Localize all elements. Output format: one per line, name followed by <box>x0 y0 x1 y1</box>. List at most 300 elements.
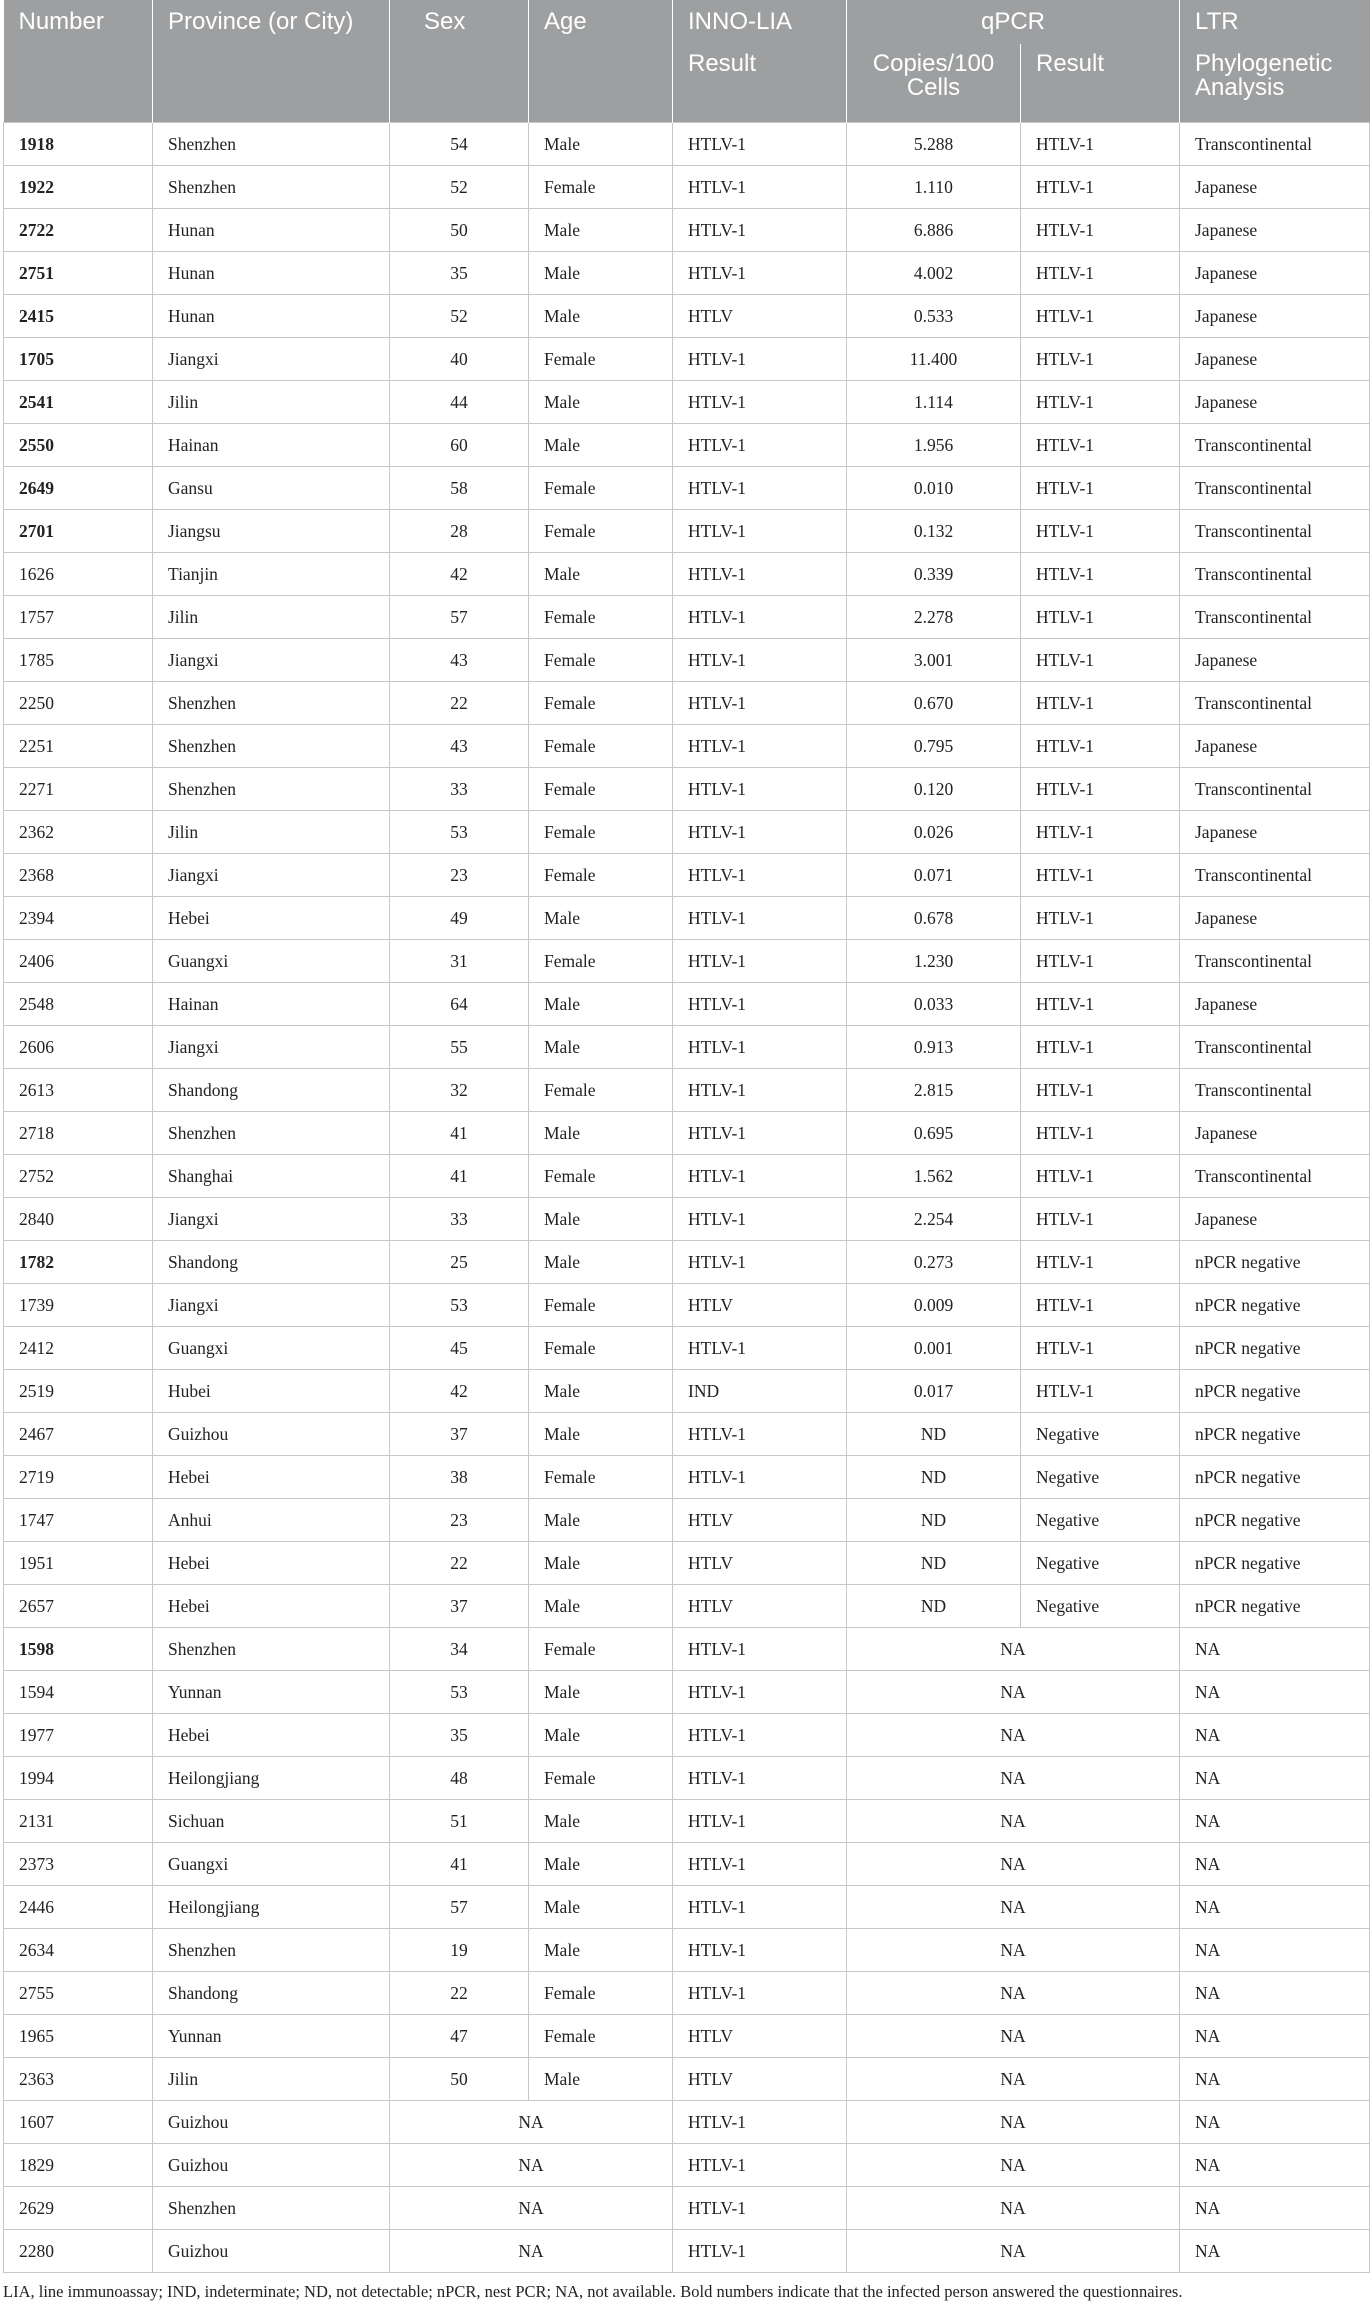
cell-qpcr-result: HTLV-1 <box>1021 682 1180 725</box>
cell-number: 2406 <box>4 940 153 983</box>
cell-inno-lia-result: HTLV-1 <box>673 123 847 166</box>
cell-province: Anhui <box>153 1499 390 1542</box>
table-row <box>4 1069 1370 1112</box>
cell-ltr: NA <box>1180 2101 1370 2144</box>
cell-sex: 54 <box>390 123 529 166</box>
cell-qpcr-result: HTLV-1 <box>1021 467 1180 510</box>
header-age: Age <box>529 0 673 123</box>
cell-sex: 55 <box>390 1026 529 1069</box>
cell-province: Shanghai <box>153 1155 390 1198</box>
cell-copies: 1.562 <box>847 1155 1021 1198</box>
cell-province: Gansu <box>153 467 390 510</box>
cell-number: 2722 <box>4 209 153 252</box>
cell-province: Guangxi <box>153 940 390 983</box>
cell-ltr: Transcontinental <box>1180 854 1370 897</box>
cell-copies: 1.230 <box>847 940 1021 983</box>
cell-number: 1757 <box>4 596 153 639</box>
cell-age: Male <box>529 1499 673 1542</box>
table-row <box>4 381 1370 424</box>
cell-province: Hunan <box>153 252 390 295</box>
cell-province: Hebei <box>153 1456 390 1499</box>
cell-ltr: Japanese <box>1180 338 1370 381</box>
cell-inno-lia-result: HTLV-1 <box>673 1714 847 1757</box>
cell-sex: 60 <box>390 424 529 467</box>
table-row <box>4 1585 1370 1628</box>
cell-number: 2701 <box>4 510 153 553</box>
cell-sex: 53 <box>390 1671 529 1714</box>
cell-copies: 0.132 <box>847 510 1021 553</box>
cell-ltr: Transcontinental <box>1180 467 1370 510</box>
cell-copies: 2.254 <box>847 1198 1021 1241</box>
cell-number: 2415 <box>4 295 153 338</box>
table-row <box>4 1800 1370 1843</box>
cell-copies: 0.026 <box>847 811 1021 854</box>
cell-copies: 0.678 <box>847 897 1021 940</box>
cell-province: Jilin <box>153 811 390 854</box>
cell-province: Jiangxi <box>153 1284 390 1327</box>
cell-qpcr-result: HTLV-1 <box>1021 252 1180 295</box>
cell-age: Female <box>529 1284 673 1327</box>
cell-inno-lia-result: HTLV-1 <box>673 1800 847 1843</box>
cell-qpcr-na: NA <box>847 2101 1180 2144</box>
cell-province: Guizhou <box>153 1413 390 1456</box>
cell-inno-lia-result: HTLV-1 <box>673 1671 847 1714</box>
cell-age: Male <box>529 1112 673 1155</box>
cell-qpcr-na: NA <box>847 2144 1180 2187</box>
cell-inno-lia-result: HTLV <box>673 2058 847 2101</box>
cell-province: Shenzhen <box>153 725 390 768</box>
cell-sex: 64 <box>390 983 529 1026</box>
cell-copies: 0.017 <box>847 1370 1021 1413</box>
cell-ltr: Japanese <box>1180 639 1370 682</box>
cell-qpcr-result: HTLV-1 <box>1021 553 1180 596</box>
cell-sex: 41 <box>390 1843 529 1886</box>
cell-inno-lia-result: HTLV-1 <box>673 2101 847 2144</box>
cell-province: Shenzhen <box>153 768 390 811</box>
cell-number: 1951 <box>4 1542 153 1585</box>
cell-inno-lia-result: HTLV-1 <box>673 1628 847 1671</box>
cell-inno-lia-result: HTLV-1 <box>673 1929 847 1972</box>
table-row <box>4 338 1370 381</box>
table-row <box>4 2015 1370 2058</box>
cell-province: Jiangxi <box>153 1198 390 1241</box>
cell-age: Female <box>529 768 673 811</box>
cell-sex: 49 <box>390 897 529 940</box>
cell-qpcr-na: NA <box>847 1671 1180 1714</box>
cell-ltr: Japanese <box>1180 252 1370 295</box>
cell-sex: 34 <box>390 1628 529 1671</box>
cell-qpcr-result: HTLV-1 <box>1021 725 1180 768</box>
table-row <box>4 1542 1370 1585</box>
cell-qpcr-result: HTLV-1 <box>1021 854 1180 897</box>
cell-ltr: nPCR negative <box>1180 1456 1370 1499</box>
table-row <box>4 295 1370 338</box>
header-copies: Copies/100 Cells <box>847 44 1021 123</box>
header-qpcr: qPCR <box>847 0 1180 44</box>
cell-inno-lia-result: HTLV <box>673 1284 847 1327</box>
cell-qpcr-result: HTLV-1 <box>1021 123 1180 166</box>
table-row <box>4 725 1370 768</box>
cell-qpcr-result: HTLV-1 <box>1021 209 1180 252</box>
cell-province: Guizhou <box>153 2230 390 2273</box>
cell-sex: 25 <box>390 1241 529 1284</box>
cell-province: Shenzhen <box>153 1112 390 1155</box>
cell-age: Female <box>529 1972 673 2015</box>
cell-age: Female <box>529 338 673 381</box>
cell-ltr: Japanese <box>1180 897 1370 940</box>
cell-age: Male <box>529 1198 673 1241</box>
cell-sex: 52 <box>390 295 529 338</box>
cell-qpcr-na: NA <box>847 1929 1180 1972</box>
table-row <box>4 1241 1370 1284</box>
cell-demographics-na: NA <box>390 2187 673 2230</box>
cell-sex: 33 <box>390 1198 529 1241</box>
table-row <box>4 1886 1370 1929</box>
cell-province: Shandong <box>153 1069 390 1112</box>
cell-qpcr-na: NA <box>847 1886 1180 1929</box>
cell-province: Yunnan <box>153 2015 390 2058</box>
cell-copies: ND <box>847 1585 1021 1628</box>
cell-ltr: Japanese <box>1180 209 1370 252</box>
cell-age: Male <box>529 1585 673 1628</box>
cell-inno-lia-result: HTLV-1 <box>673 1456 847 1499</box>
cell-province: Hebei <box>153 897 390 940</box>
cell-age: Male <box>529 1886 673 1929</box>
table-row <box>4 1456 1370 1499</box>
cell-ltr: nPCR negative <box>1180 1585 1370 1628</box>
table-row <box>4 467 1370 510</box>
cell-number: 2519 <box>4 1370 153 1413</box>
cell-province: Jiangsu <box>153 510 390 553</box>
cell-number: 1705 <box>4 338 153 381</box>
cell-age: Female <box>529 596 673 639</box>
cell-inno-lia-result: HTLV-1 <box>673 768 847 811</box>
cell-number: 2541 <box>4 381 153 424</box>
cell-ltr: NA <box>1180 1800 1370 1843</box>
cell-number: 1626 <box>4 553 153 596</box>
cell-sex: 35 <box>390 1714 529 1757</box>
cell-inno-lia-result: HTLV-1 <box>673 596 847 639</box>
cell-number: 2606 <box>4 1026 153 1069</box>
cell-number: 1918 <box>4 123 153 166</box>
cell-ltr: Japanese <box>1180 983 1370 1026</box>
table-row <box>4 1671 1370 1714</box>
cell-province: Guangxi <box>153 1843 390 1886</box>
cell-qpcr-result: HTLV-1 <box>1021 295 1180 338</box>
table-row <box>4 1198 1370 1241</box>
cell-sex: 22 <box>390 1542 529 1585</box>
cell-province: Hebei <box>153 1714 390 1757</box>
cell-qpcr-na: NA <box>847 2230 1180 2273</box>
table-row <box>4 424 1370 467</box>
cell-age: Male <box>529 209 673 252</box>
cell-qpcr-na: NA <box>847 1757 1180 1800</box>
cell-qpcr-result: HTLV-1 <box>1021 1241 1180 1284</box>
cell-inno-lia-result: HTLV-1 <box>673 166 847 209</box>
cell-ltr: Transcontinental <box>1180 1155 1370 1198</box>
cell-inno-lia-result: HTLV-1 <box>673 940 847 983</box>
cell-ltr: nPCR negative <box>1180 1542 1370 1585</box>
cell-inno-lia-result: HTLV-1 <box>673 897 847 940</box>
cell-inno-lia-result: IND <box>673 1370 847 1413</box>
cell-number: 2446 <box>4 1886 153 1929</box>
cell-sex: 37 <box>390 1413 529 1456</box>
cell-ltr: NA <box>1180 2230 1370 2273</box>
cell-ltr: NA <box>1180 2015 1370 2058</box>
cell-number: 1994 <box>4 1757 153 1800</box>
cell-number: 2368 <box>4 854 153 897</box>
cell-province: Hebei <box>153 1585 390 1628</box>
cell-sex: 50 <box>390 209 529 252</box>
table-row <box>4 166 1370 209</box>
cell-inno-lia-result: HTLV-1 <box>673 1327 847 1370</box>
cell-inno-lia-result: HTLV-1 <box>673 209 847 252</box>
cell-inno-lia-result: HTLV-1 <box>673 1757 847 1800</box>
cell-sex: 28 <box>390 510 529 553</box>
cell-sex: 57 <box>390 1886 529 1929</box>
cell-copies: ND <box>847 1456 1021 1499</box>
cell-qpcr-result: Negative <box>1021 1456 1180 1499</box>
cell-age: Male <box>529 1542 673 1585</box>
cell-qpcr-result: HTLV-1 <box>1021 897 1180 940</box>
cell-sex: 42 <box>390 553 529 596</box>
cell-ltr: nPCR negative <box>1180 1241 1370 1284</box>
cell-sex: 44 <box>390 381 529 424</box>
cell-number: 2251 <box>4 725 153 768</box>
cell-ltr: Transcontinental <box>1180 510 1370 553</box>
cell-ltr: Transcontinental <box>1180 940 1370 983</box>
cell-sex: 41 <box>390 1112 529 1155</box>
cell-ltr: NA <box>1180 2144 1370 2187</box>
cell-inno-lia-result: HTLV-1 <box>673 252 847 295</box>
cell-demographics-na: NA <box>390 2101 673 2144</box>
cell-inno-lia-result: HTLV-1 <box>673 1026 847 1069</box>
cell-province: Hunan <box>153 209 390 252</box>
cell-inno-lia-result: HTLV-1 <box>673 510 847 553</box>
cell-inno-lia-result: HTLV-1 <box>673 639 847 682</box>
cell-age: Female <box>529 725 673 768</box>
cell-age: Male <box>529 1929 673 1972</box>
cell-inno-lia-result: HTLV-1 <box>673 1112 847 1155</box>
cell-number: 2250 <box>4 682 153 725</box>
cell-copies: 11.400 <box>847 338 1021 381</box>
cell-inno-lia-result: HTLV <box>673 295 847 338</box>
cell-qpcr-result: HTLV-1 <box>1021 1069 1180 1112</box>
table-row <box>4 1155 1370 1198</box>
header-phylogenetic: Phylogenetic Analysis <box>1180 44 1370 123</box>
cell-number: 2634 <box>4 1929 153 1972</box>
header-inno-result: Result <box>673 44 847 123</box>
cell-age: Female <box>529 811 673 854</box>
cell-age: Female <box>529 467 673 510</box>
cell-qpcr-result: Negative <box>1021 1585 1180 1628</box>
cell-province: Hunan <box>153 295 390 338</box>
cell-copies: 0.670 <box>847 682 1021 725</box>
cell-province: Jiangxi <box>153 854 390 897</box>
cell-number: 1922 <box>4 166 153 209</box>
cell-age: Male <box>529 1413 673 1456</box>
cell-copies: 0.533 <box>847 295 1021 338</box>
cell-age: Female <box>529 639 673 682</box>
cell-qpcr-result: HTLV-1 <box>1021 983 1180 1026</box>
cell-age: Male <box>529 1671 673 1714</box>
cell-ltr: Transcontinental <box>1180 682 1370 725</box>
cell-inno-lia-result: HTLV-1 <box>673 553 847 596</box>
cell-province: Hainan <box>153 983 390 1026</box>
cell-number: 2548 <box>4 983 153 1026</box>
cell-inno-lia-result: HTLV-1 <box>673 1069 847 1112</box>
cell-qpcr-na: NA <box>847 1843 1180 1886</box>
table-row <box>4 510 1370 553</box>
cell-number: 2840 <box>4 1198 153 1241</box>
cell-inno-lia-result: HTLV-1 <box>673 1843 847 1886</box>
cell-age: Male <box>529 897 673 940</box>
table-row <box>4 1112 1370 1155</box>
cell-copies: 0.010 <box>847 467 1021 510</box>
cell-ltr: NA <box>1180 1757 1370 1800</box>
table-row <box>4 252 1370 295</box>
cell-sex: 31 <box>390 940 529 983</box>
cell-number: 1594 <box>4 1671 153 1714</box>
table-row <box>4 639 1370 682</box>
cell-age: Female <box>529 2015 673 2058</box>
cell-qpcr-result: HTLV-1 <box>1021 940 1180 983</box>
cell-ltr: NA <box>1180 1714 1370 1757</box>
cell-sex: 50 <box>390 2058 529 2101</box>
cell-ltr: nPCR negative <box>1180 1499 1370 1542</box>
header-province: Province (or City) <box>153 0 390 123</box>
cell-age: Male <box>529 252 673 295</box>
cell-qpcr-result: HTLV-1 <box>1021 639 1180 682</box>
cell-ltr: Transcontinental <box>1180 553 1370 596</box>
cell-inno-lia-result: HTLV-1 <box>673 682 847 725</box>
cell-sex: 32 <box>390 1069 529 1112</box>
table-footnote: LIA, line immunoassay; IND, indeterminate; ND, not detectable; nPCR, nest PCR; NA, not available. Bold numbers indicate that the infected person answered the questionnaires. <box>3 2282 1183 2301</box>
cell-province: Hubei <box>153 1370 390 1413</box>
table-row <box>4 897 1370 940</box>
cell-demographics-na: NA <box>390 2144 673 2187</box>
cell-qpcr-result: HTLV-1 <box>1021 338 1180 381</box>
cell-number: 2467 <box>4 1413 153 1456</box>
cell-age: Male <box>529 123 673 166</box>
table-row <box>4 2101 1370 2144</box>
cell-qpcr-result: HTLV-1 <box>1021 811 1180 854</box>
cell-copies: 1.956 <box>847 424 1021 467</box>
cell-copies: 0.695 <box>847 1112 1021 1155</box>
cell-age: Male <box>529 1241 673 1284</box>
cell-inno-lia-result: HTLV-1 <box>673 1198 847 1241</box>
cell-copies: 0.273 <box>847 1241 1021 1284</box>
cell-inno-lia-result: HTLV-1 <box>673 338 847 381</box>
table-row <box>4 983 1370 1026</box>
table-row <box>4 2230 1370 2273</box>
cell-age: Female <box>529 940 673 983</box>
cell-province: Yunnan <box>153 1671 390 1714</box>
cell-age: Male <box>529 1714 673 1757</box>
cell-sex: 43 <box>390 639 529 682</box>
cell-copies: 0.071 <box>847 854 1021 897</box>
cell-ltr: Japanese <box>1180 381 1370 424</box>
results-table-figure <box>3 0 1369 2302</box>
cell-ltr: nPCR negative <box>1180 1284 1370 1327</box>
cell-sex: 58 <box>390 467 529 510</box>
cell-ltr: Japanese <box>1180 1112 1370 1155</box>
cell-copies: 0.009 <box>847 1284 1021 1327</box>
table-row <box>4 209 1370 252</box>
table-row <box>4 1284 1370 1327</box>
cell-province: Shandong <box>153 1972 390 2015</box>
cell-sex: 51 <box>390 1800 529 1843</box>
table-row <box>4 940 1370 983</box>
cell-age: Male <box>529 1843 673 1886</box>
cell-age: Female <box>529 1327 673 1370</box>
cell-ltr: Japanese <box>1180 166 1370 209</box>
cell-number: 2755 <box>4 1972 153 2015</box>
cell-sex: 22 <box>390 682 529 725</box>
table-row <box>4 596 1370 639</box>
table-row <box>4 811 1370 854</box>
cell-number: 2131 <box>4 1800 153 1843</box>
header-inno-lia: INNO-LIA <box>673 0 847 44</box>
cell-sex: 45 <box>390 1327 529 1370</box>
table-body <box>4 123 1370 2273</box>
cell-sex: 19 <box>390 1929 529 1972</box>
cell-age: Male <box>529 1026 673 1069</box>
table-row <box>4 1757 1370 1800</box>
cell-age: Female <box>529 1155 673 1198</box>
table-row <box>4 1843 1370 1886</box>
cell-qpcr-result: HTLV-1 <box>1021 1112 1180 1155</box>
cell-number: 1782 <box>4 1241 153 1284</box>
cell-ltr: NA <box>1180 1628 1370 1671</box>
table-row <box>4 123 1370 166</box>
cell-age: Female <box>529 1456 673 1499</box>
cell-copies: 3.001 <box>847 639 1021 682</box>
cell-inno-lia-result: HTLV-1 <box>673 2230 847 2273</box>
cell-number: 1977 <box>4 1714 153 1757</box>
cell-qpcr-result: HTLV-1 <box>1021 1284 1180 1327</box>
cell-province: Sichuan <box>153 1800 390 1843</box>
cell-qpcr-na: NA <box>847 2187 1180 2230</box>
cell-qpcr-na: NA <box>847 1972 1180 2015</box>
cell-ltr: nPCR negative <box>1180 1370 1370 1413</box>
cell-ltr: NA <box>1180 1843 1370 1886</box>
cell-copies: 0.795 <box>847 725 1021 768</box>
cell-qpcr-result: HTLV-1 <box>1021 1327 1180 1370</box>
cell-age: Female <box>529 682 673 725</box>
cell-ltr: Transcontinental <box>1180 596 1370 639</box>
cell-copies: ND <box>847 1413 1021 1456</box>
cell-number: 1598 <box>4 1628 153 1671</box>
cell-inno-lia-result: HTLV-1 <box>673 983 847 1026</box>
cell-number: 2550 <box>4 424 153 467</box>
cell-qpcr-result: HTLV-1 <box>1021 1026 1180 1069</box>
cell-copies: 0.339 <box>847 553 1021 596</box>
cell-sex: 33 <box>390 768 529 811</box>
cell-ltr: nPCR negative <box>1180 1413 1370 1456</box>
cell-number: 2362 <box>4 811 153 854</box>
cell-inno-lia-result: HTLV-1 <box>673 1155 847 1198</box>
cell-province: Shenzhen <box>153 682 390 725</box>
cell-ltr: NA <box>1180 2187 1370 2230</box>
cell-ltr: NA <box>1180 1929 1370 1972</box>
cell-inno-lia-result: HTLV-1 <box>673 1413 847 1456</box>
table-row <box>4 2144 1370 2187</box>
table-row <box>4 2058 1370 2101</box>
cell-sex: 23 <box>390 1499 529 1542</box>
cell-age: Female <box>529 510 673 553</box>
cell-ltr: NA <box>1180 1972 1370 2015</box>
